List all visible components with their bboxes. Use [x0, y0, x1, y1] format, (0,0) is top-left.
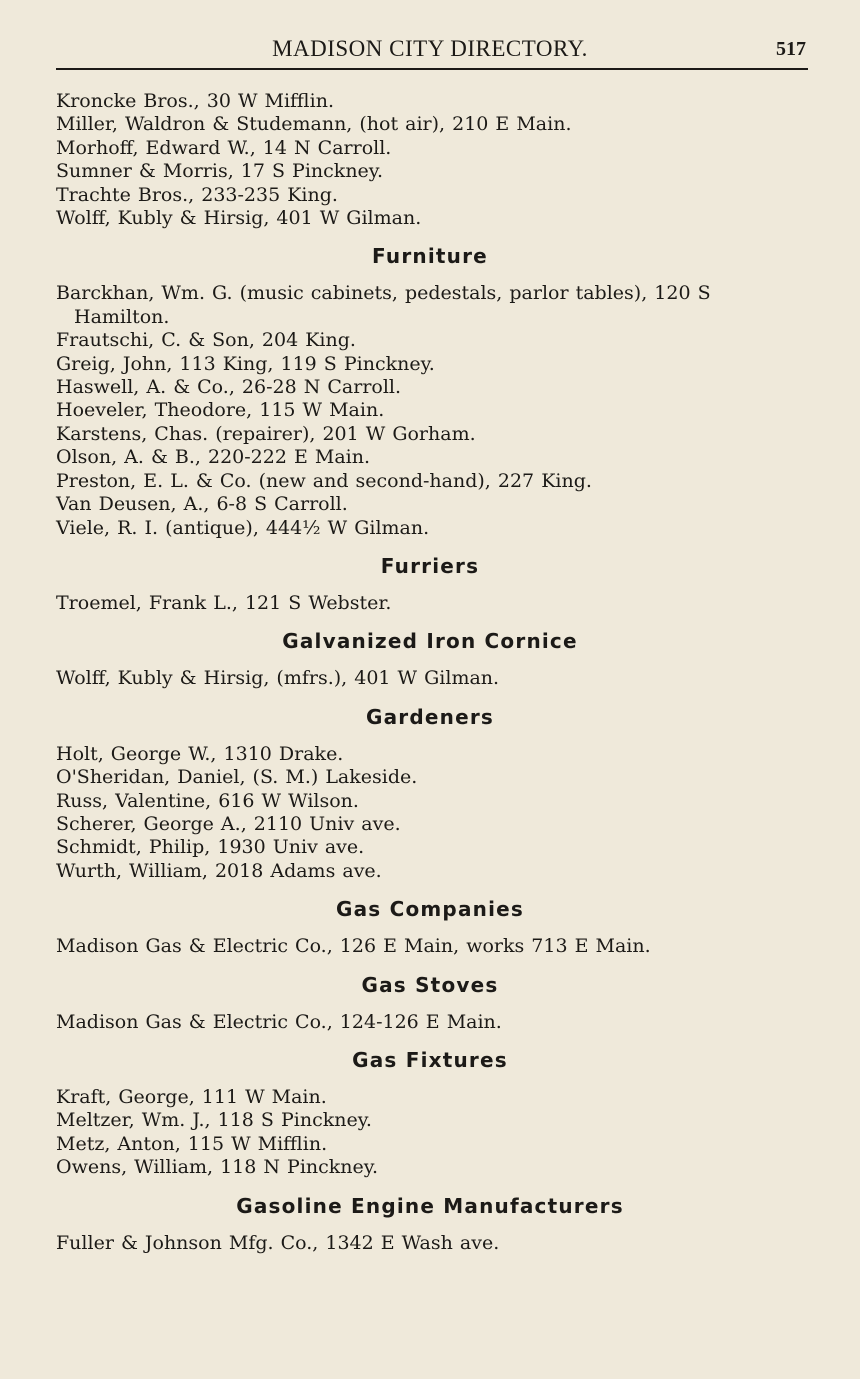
list-item: Van Deusen, A., 6-8 S Carroll.: [56, 493, 348, 516]
section-gasoline-engine-manufacturers: [56, 1194, 804, 1255]
section-heading: Gas Stoves: [361, 972, 499, 997]
list-item: Metz, Anton, 115 W Mifflin.: [56, 1132, 328, 1155]
list-item: Greig, John, 113 King, 119 S Pinckney.: [56, 352, 435, 375]
list-item: Wolff, Kubly & Hirsig, 401 W Gilman.: [56, 207, 422, 230]
section-heading: Gasoline Engine Manufacturers: [236, 1193, 624, 1218]
section-furriers: [56, 554, 804, 615]
list-item: Hoeveler, Theodore, 115 W Main.: [56, 399, 385, 422]
list-item: Viele, R. I. (antique), 444½ W Gilman.: [56, 516, 430, 539]
list-item: Olson, A. & B., 220-222 E Main.: [56, 446, 371, 469]
list-item: Madison Gas & Electric Co., 126 E Main, works 713 E Main.: [56, 935, 651, 958]
list-item: Wolff, Kubly & Hirsig, (mfrs.), 401 W Gilman.: [56, 667, 500, 690]
list-item: Schmidt, Philip, 1930 Univ ave.: [56, 836, 365, 859]
section-heading: Gardeners: [365, 704, 495, 729]
list-item: Trachte Bros., 233-235 King.: [56, 183, 338, 206]
section-furniture: [56, 244, 804, 539]
page-number: 517: [776, 38, 806, 60]
list-item: Morhoff, Edward W., 14 N Carroll.: [56, 136, 392, 159]
list-item: Kroncke Bros., 30 W Mifflin.: [56, 90, 334, 112]
list-item: Madison Gas & Electric Co., 124-126 E Main.: [56, 1010, 502, 1033]
list-item: Barckhan, Wm. G. (music cabinets, pedestals, parlor tables), 120 S Hamilton.: [56, 282, 711, 328]
list-item: Fuller & Johnson Mfg. Co., 1342 E Wash ave.: [56, 1231, 500, 1254]
list-item: Sumner & Morris, 17 S Pinckney.: [56, 160, 384, 183]
list-item: Meltzer, Wm. J., 118 S Pinckney.: [56, 1109, 372, 1132]
list-item: Russ, Valentine, 616 W Wilson.: [56, 789, 359, 812]
header-rule: [56, 68, 808, 70]
section-gas-stoves: [56, 973, 804, 1034]
section-gas-companies: [56, 897, 804, 958]
list-item: Scherer, George A., 2110 Univ ave.: [56, 812, 401, 835]
section-gas-fixtures: [56, 1048, 804, 1180]
running-title: MADISON CITY DIRECTORY.: [272, 36, 588, 61]
section-heading: Gas Companies: [335, 897, 524, 922]
list-item: O'Sheridan, Daniel, (S. M.) Lakeside.: [56, 766, 418, 789]
list-item: Haswell, A. & Co., 26-28 N Carroll.: [56, 376, 402, 399]
list-item: Kraft, George, 111 W Main.: [56, 1085, 327, 1108]
list-item: Preston, E. L. & Co. (new and second-hand), 227 King.: [56, 469, 592, 492]
list-item: Miller, Waldron & Studemann, (hot air), 210 E Main.: [56, 113, 572, 136]
section-heading: Gas Fixtures: [352, 1047, 508, 1072]
list-item: Wurth, William, 2018 Adams ave.: [56, 859, 382, 882]
section-heading: Furriers: [380, 553, 480, 578]
list-item: Karstens, Chas. (repairer), 201 W Gorham.: [56, 422, 476, 445]
page-header: [56, 0, 804, 64]
list-item: Holt, George W., 1310 Drake.: [56, 742, 344, 765]
list-item: Troemel, Frank L., 121 S Webster.: [56, 591, 392, 614]
list-item: Frautschi, C. & Son, 204 King.: [56, 329, 356, 352]
directory-body: [56, 64, 804, 1255]
section-heading: Galvanized Iron Cornice: [282, 629, 578, 654]
list-item: Owens, William, 118 N Pinckney.: [56, 1156, 379, 1179]
section-galvanized-iron-cornice: [56, 629, 804, 690]
intro-entries: [56, 90, 804, 230]
section-gardeners: [56, 705, 804, 883]
section-heading: Furniture: [372, 244, 488, 269]
